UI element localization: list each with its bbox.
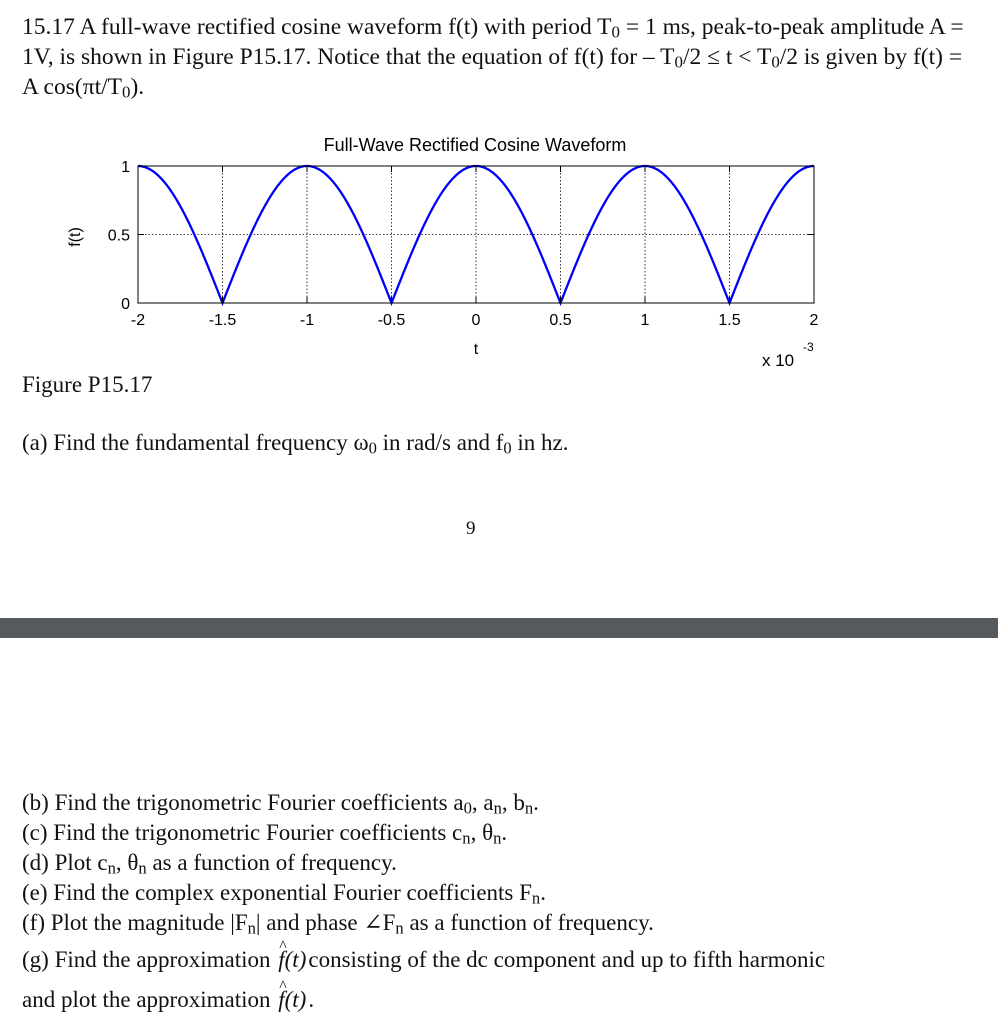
waveform-chart: [0, 125, 998, 375]
y-tick-label: 0.5: [107, 227, 130, 245]
question-a: (a) Find the fundamental frequency $\omega_0$ in rad/s and $f_0$ in hz.: [22, 430, 569, 458]
x-tick-label: -2: [130, 312, 146, 329]
x-tick-label: 0: [471, 312, 481, 329]
problem-number: 15.17: [22, 14, 75, 40]
question-c: (c) Find the trigonometric Fourier coefficients $c_n$, $\theta_n$.: [22, 820, 508, 848]
y-tick-label: 0: [121, 296, 130, 313]
question-e: (e) Find the complex exponential Fourier coefficients $F_n$.: [22, 880, 546, 908]
x-tick-label: 1.5: [718, 312, 741, 329]
f-hat-symbol: ^ f(t): [276, 982, 308, 1018]
y-tick-label: 1: [121, 159, 130, 176]
y-axis-label: f(t): [67, 227, 84, 247]
chart-title: Full-Wave Rectified Cosine Waveform: [323, 135, 627, 155]
x-tick-label: 1: [640, 312, 650, 329]
x-tick-label: -0.5: [377, 312, 406, 329]
x-tick-label: -1.5: [208, 312, 237, 329]
figure-caption: Figure P15.17: [22, 372, 153, 397]
f-hat-symbol: ^ f(t): [276, 942, 308, 978]
x-tick-label: 0.5: [549, 312, 572, 329]
chart-grid: [138, 166, 814, 303]
page-divider: [0, 618, 998, 638]
x-tick-label: -1: [299, 312, 315, 329]
question-g-continued: and plot the approximation ^ f(t).: [22, 982, 825, 1018]
y-axis: [108, 159, 814, 313]
waveform-figure: [0, 125, 998, 375]
x-multiplier: x 10: [762, 351, 795, 370]
question-d: (d) Plot $c_n$, $\theta_n$ as a function of frequency.: [22, 850, 397, 878]
x-axis-label: t: [473, 341, 479, 358]
page-number: 9: [466, 518, 476, 539]
x-multiplier-exponent: -3: [803, 340, 814, 354]
question-b: (b) Find the trigonometric Fourier coefficients $a_0$, $a_n$, $b_n$.: [22, 790, 539, 818]
question-list: [22, 788, 825, 1018]
x-axis: [131, 166, 819, 329]
problem-statement: 15.17 A full-wave rectified cosine waveform f(t) with period T0 = 1 ms, peak-to-peak amplitude A = 1V, is shown in Figure P15.17. Notice that the equation of f(t) for – T0/2 ≤ t < T0/2 is given by f(t) = A cos(πt/T0).: [22, 14, 964, 102]
question-g: (g) Find the approximation ^ f(t)consisting of the dc component and up to fifth harmonic: [22, 942, 825, 978]
question-f: (f) Plot the magnitude $|F_n|$ and phase $\angle F_n$ as a function of frequency.: [22, 910, 654, 938]
x-tick-label: 2: [809, 312, 819, 329]
